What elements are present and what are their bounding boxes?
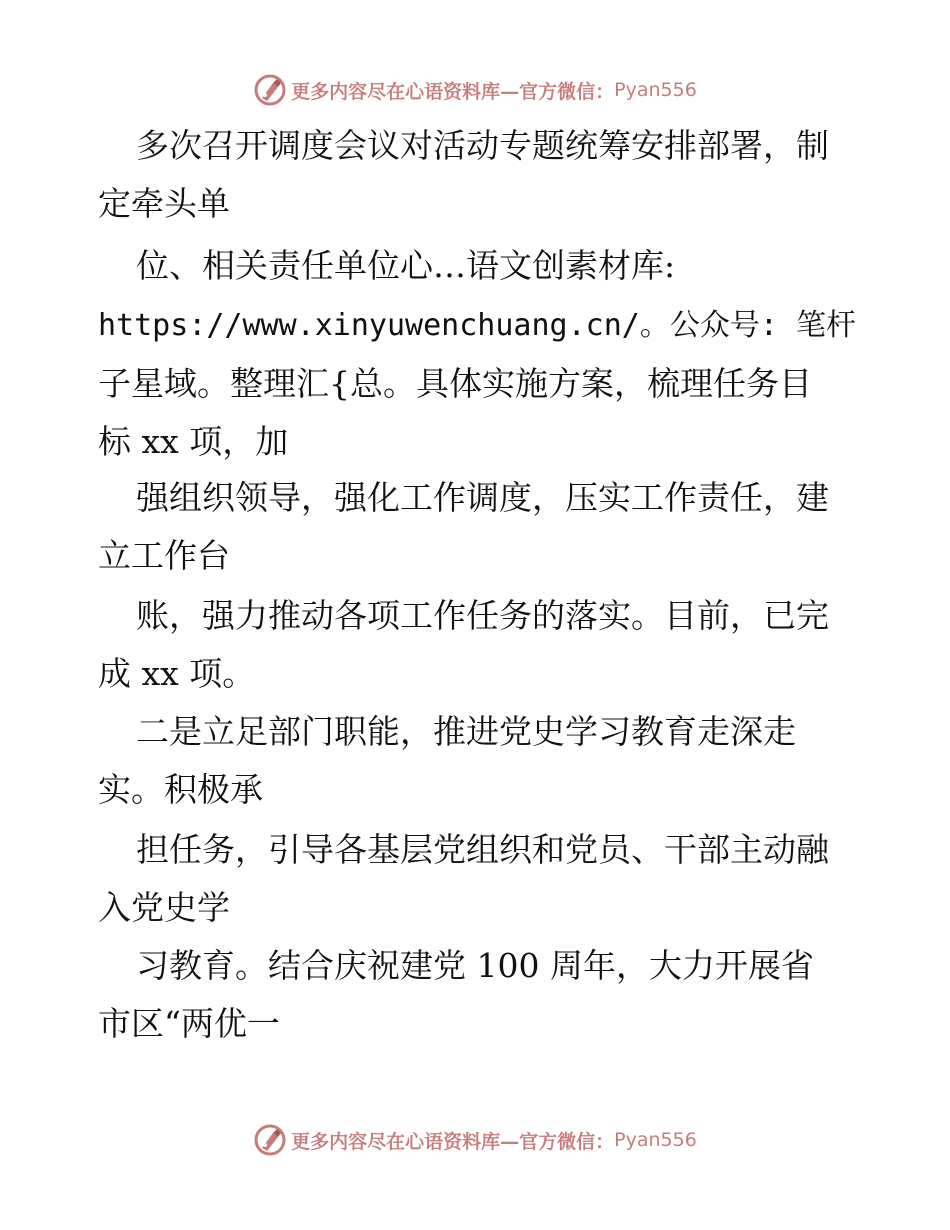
text-line: 定牵头单 bbox=[98, 184, 230, 223]
watermark-wechat-id: Pyan556 bbox=[614, 79, 697, 101]
text-line: 子星域。整理汇{总。具体实施方案，梳理任务目 bbox=[98, 364, 812, 403]
text-line: 二是立足部门职能，推进党史学习教育走深走 bbox=[136, 712, 796, 751]
text-line: 标 xx 项，加 bbox=[98, 422, 289, 461]
header-watermark bbox=[0, 70, 950, 110]
watermark-text: 更多内容尽在心语资料库—官方微信： bbox=[291, 80, 615, 103]
text-line: 位、相关责任单位心…语文创素材库: bbox=[136, 246, 676, 285]
text-line: 立工作台 bbox=[98, 536, 230, 575]
text-line: 入党史学 bbox=[98, 888, 230, 927]
text-line: 实。积极承 bbox=[98, 770, 263, 809]
watermark-wechat-id: Pyan556 bbox=[614, 1129, 697, 1151]
text-line: 账，强力推动各项工作任务的落实。目前，已完 bbox=[136, 596, 829, 635]
text-line: 成 xx 项。 bbox=[98, 654, 256, 693]
footer-watermark bbox=[0, 1120, 950, 1160]
text-line: 担任务，引导各基层党组织和党员、干部主动融 bbox=[136, 830, 829, 869]
pen-logo-icon bbox=[253, 73, 287, 107]
watermark-text: 更多内容尽在心语资料库—官方微信： bbox=[291, 1130, 615, 1153]
text-line: 强组织领导，强化工作调度，压实工作责任，建 bbox=[136, 478, 829, 517]
pen-logo-icon bbox=[253, 1123, 287, 1157]
text-line: 市区“两优一 bbox=[98, 1004, 280, 1043]
text-line: 多次召开调度会议对活动专题统筹安排部署，制 bbox=[136, 126, 829, 165]
text-line-url: https://www.xinyuwenchuang.cn/。公众号: 笔杆 bbox=[98, 308, 856, 343]
text-line: 习教育。结合庆祝建党 100 周年，大力开展省 bbox=[136, 946, 814, 985]
